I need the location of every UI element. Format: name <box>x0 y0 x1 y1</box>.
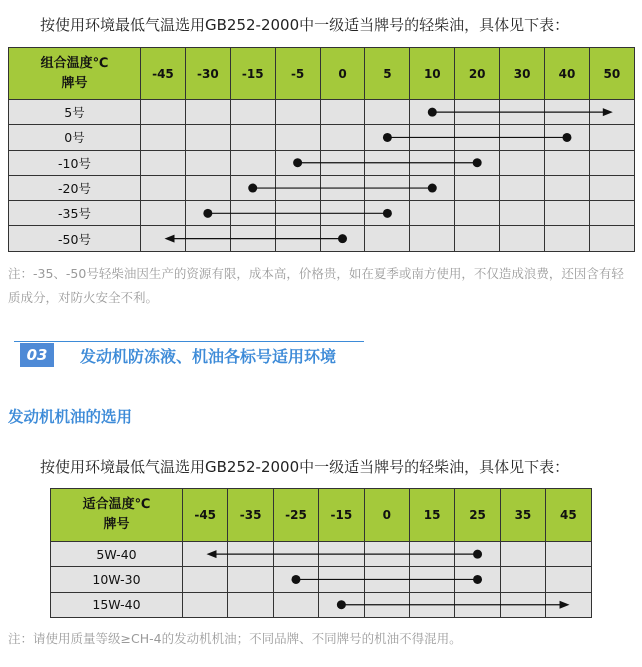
grid-cell <box>365 125 410 150</box>
grid-cell <box>275 150 320 175</box>
grid-cell <box>409 567 454 592</box>
temp-header-cell: 30 <box>500 48 545 100</box>
grade-label-cell: -10号 <box>9 150 141 175</box>
temp-header-cell: 25 <box>455 489 500 542</box>
table-row <box>9 226 635 251</box>
grid-cell <box>185 226 230 251</box>
grid-cell <box>275 175 320 200</box>
grid-cell <box>141 100 186 125</box>
temp-header-cell: -25 <box>273 489 318 542</box>
grid-cell <box>589 100 634 125</box>
grade-label-cell: 5号 <box>9 100 141 125</box>
grid-cell <box>500 226 545 251</box>
grid-cell <box>410 201 455 226</box>
diesel-grade-table <box>8 47 635 252</box>
grid-cell <box>589 226 634 251</box>
grid-cell <box>141 175 186 200</box>
temp-header-cell: 45 <box>546 489 591 542</box>
grade-label-cell: -35号 <box>9 201 141 226</box>
grid-cell <box>320 201 365 226</box>
grid-cell <box>183 542 228 567</box>
grid-cell <box>185 175 230 200</box>
grid-cell <box>185 100 230 125</box>
header-grade-label: 牌号 <box>103 517 130 532</box>
grid-cell <box>320 226 365 251</box>
temp-header-cell: -15 <box>319 489 364 542</box>
temp-header-cell: 50 <box>589 48 634 100</box>
grid-cell <box>410 125 455 150</box>
grid-cell <box>546 567 591 592</box>
header-temp-label: 组合温度℃ <box>40 55 109 71</box>
grid-cell <box>500 567 545 592</box>
grid-cell <box>545 201 590 226</box>
grid-cell <box>455 100 500 125</box>
table-row <box>9 100 635 125</box>
temp-header-cell: 10 <box>410 48 455 100</box>
grid-cell <box>273 592 318 617</box>
grid-cell <box>409 542 454 567</box>
grid-cell <box>320 100 365 125</box>
grid-cell <box>230 175 275 200</box>
header-corner <box>51 489 183 542</box>
grid-cell <box>545 150 590 175</box>
temp-header-cell: -30 <box>185 48 230 100</box>
header-temp-label: 适合温度℃ <box>82 497 151 512</box>
table-row <box>9 201 635 226</box>
table-row <box>9 125 635 150</box>
grid-cell <box>410 175 455 200</box>
grid-cell <box>230 125 275 150</box>
grid-cell <box>275 100 320 125</box>
table-row <box>51 542 592 567</box>
grid-cell <box>228 567 273 592</box>
grid-cell <box>500 125 545 150</box>
temp-header-cell: 20 <box>455 48 500 100</box>
grid-cell <box>230 201 275 226</box>
table-row <box>51 567 592 592</box>
grid-cell <box>410 226 455 251</box>
grid-cell <box>364 592 409 617</box>
grade-label-cell: 5W-40 <box>51 542 183 567</box>
grid-cell <box>141 201 186 226</box>
intro-text-1: 按使用环境最低气温选用GB252-2000中一级适当牌号的轻柴油，具体见下表： <box>40 16 570 34</box>
temp-header-cell: -45 <box>141 48 186 100</box>
grid-cell <box>365 226 410 251</box>
temp-header-cell: 5 <box>365 48 410 100</box>
grid-cell <box>365 201 410 226</box>
grid-cell <box>545 175 590 200</box>
grade-label-cell: 0号 <box>9 125 141 150</box>
temp-header-cell: 35 <box>500 489 545 542</box>
grid-cell <box>185 201 230 226</box>
grid-cell <box>545 226 590 251</box>
grid-cell <box>455 542 500 567</box>
grid-cell <box>365 175 410 200</box>
grid-cell <box>364 567 409 592</box>
grid-cell <box>455 567 500 592</box>
grid-cell <box>455 226 500 251</box>
grid-cell <box>320 175 365 200</box>
grid-cell <box>500 150 545 175</box>
grid-cell <box>141 150 186 175</box>
grid-cell <box>500 175 545 200</box>
table-row <box>51 592 592 617</box>
grid-cell <box>455 150 500 175</box>
temp-header-cell: 40 <box>545 48 590 100</box>
header-corner <box>9 48 141 100</box>
note-1: 注：-35、-50号轻柴油因生产的资源有限，成本高，价格贵，如在夏季或南方使用，不仅造成浪费，还因含有轻质成分，对防火安全不利。 <box>8 266 624 305</box>
grid-cell <box>500 201 545 226</box>
grid-cell <box>141 125 186 150</box>
grid-cell <box>455 592 500 617</box>
table-row <box>9 150 635 175</box>
grid-cell <box>500 100 545 125</box>
grid-cell <box>319 592 364 617</box>
grid-cell <box>275 201 320 226</box>
grade-label-cell: 10W-30 <box>51 567 183 592</box>
temp-header-cell: 0 <box>320 48 365 100</box>
subsection-title: 发动机机油的选用 <box>8 408 133 426</box>
grid-cell <box>455 125 500 150</box>
section-number-badge: 03 <box>20 343 54 367</box>
grade-label-cell: 15W-40 <box>51 592 183 617</box>
grid-cell <box>589 175 634 200</box>
grid-cell <box>183 592 228 617</box>
grid-cell <box>273 542 318 567</box>
grid-cell <box>589 125 634 150</box>
grid-cell <box>185 125 230 150</box>
table-row <box>9 175 635 200</box>
grid-cell <box>589 150 634 175</box>
grid-cell <box>185 150 230 175</box>
grid-cell <box>228 592 273 617</box>
grid-cell <box>183 567 228 592</box>
grid-cell <box>230 150 275 175</box>
grid-cell <box>410 150 455 175</box>
note-2: 注：请使用质量等级≥CH-4的发动机机油；不同品牌、不同牌号的机油不得混用。 <box>8 631 462 646</box>
grid-cell <box>275 226 320 251</box>
grid-cell <box>230 100 275 125</box>
grid-cell <box>546 542 591 567</box>
grid-cell <box>545 125 590 150</box>
temp-header-cell: -35 <box>228 489 273 542</box>
grid-cell <box>230 226 275 251</box>
section-title: 发动机防冻液、机油各标号适用环境 <box>80 347 337 366</box>
grid-cell <box>546 592 591 617</box>
engine-oil-table <box>50 488 592 618</box>
header-grade-label: 牌号 <box>61 75 88 91</box>
grid-cell <box>319 567 364 592</box>
grid-cell <box>410 100 455 125</box>
grid-cell <box>320 150 365 175</box>
grid-cell <box>365 150 410 175</box>
temp-header-cell: -15 <box>230 48 275 100</box>
grid-cell <box>275 125 320 150</box>
grade-label-cell: -20号 <box>9 175 141 200</box>
grid-cell <box>141 226 186 251</box>
temp-header-cell: 15 <box>409 489 454 542</box>
grid-cell <box>409 592 454 617</box>
grid-cell <box>589 201 634 226</box>
temp-header-cell: -45 <box>183 489 228 542</box>
grid-cell <box>500 592 545 617</box>
grid-cell <box>365 100 410 125</box>
grid-cell <box>545 100 590 125</box>
grid-cell <box>228 542 273 567</box>
grade-label-cell: -50号 <box>9 226 141 251</box>
grid-cell <box>273 567 318 592</box>
grid-cell <box>455 175 500 200</box>
temp-header-cell: -5 <box>275 48 320 100</box>
grid-cell <box>320 125 365 150</box>
section-divider <box>14 341 364 342</box>
temp-header-cell: 0 <box>364 489 409 542</box>
grid-cell <box>500 542 545 567</box>
intro-text-2: 按使用环境最低气温选用GB252-2000中一级适当牌号的轻柴油，具体见下表： <box>40 458 570 476</box>
grid-cell <box>319 542 364 567</box>
grid-cell <box>364 542 409 567</box>
grid-cell <box>455 201 500 226</box>
